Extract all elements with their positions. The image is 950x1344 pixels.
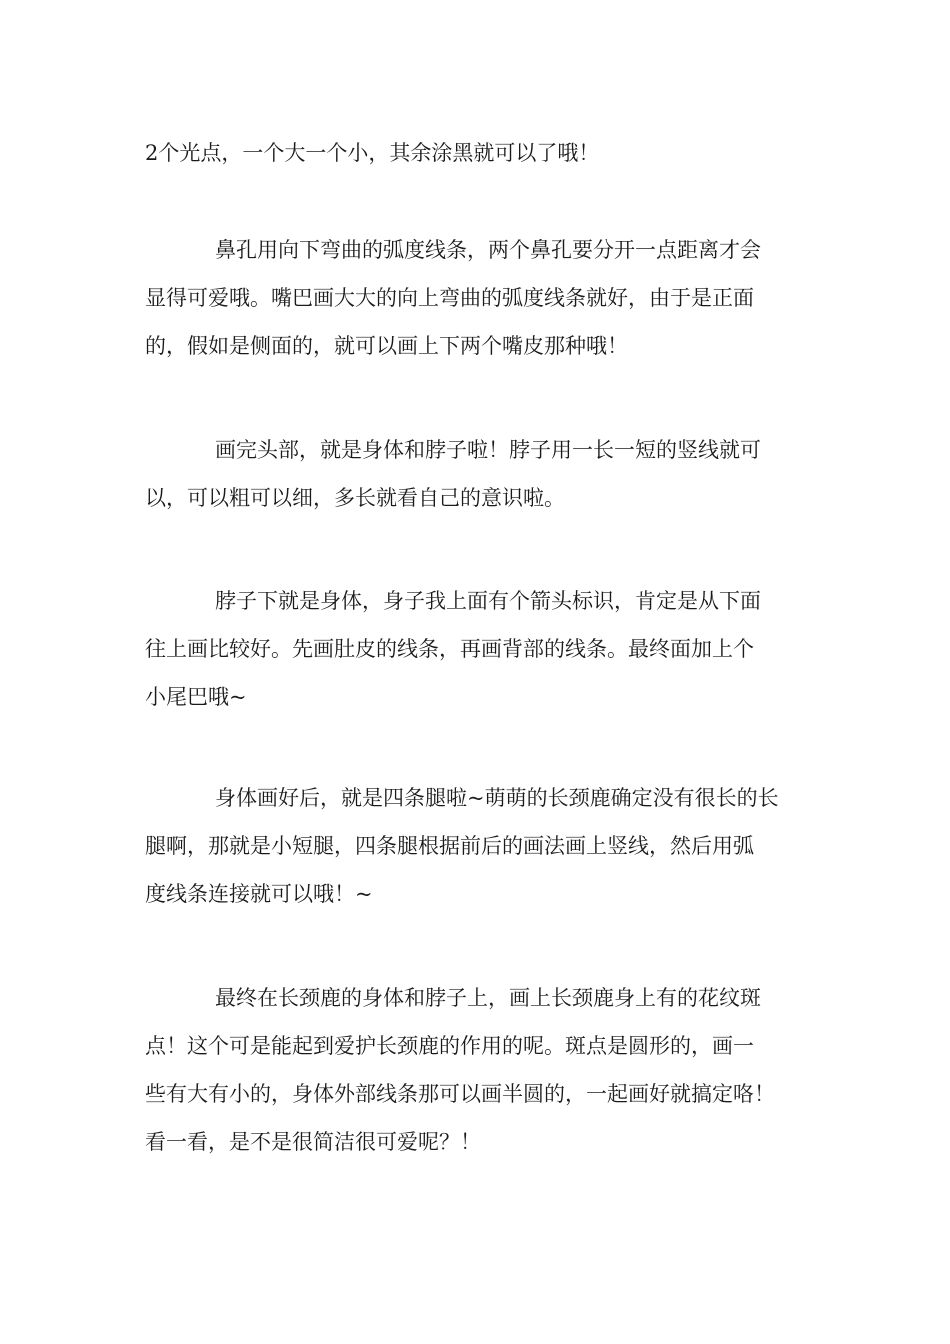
paragraph-line: 度线条连接就可以哦！~ [145,882,373,906]
paragraph-line: 往上画比较好。先画肚皮的线条，再画背部的线条。最终面加上个 [145,637,754,661]
paragraph-1 [145,129,807,177]
paragraph-6 [145,974,807,1166]
paragraph-line: 点！这个可是能起到爱护长颈鹿的作用的呢。斑点是圆形的，画一 [145,1034,754,1058]
paragraph-line: 脖子下就是身体，身子我上面有个箭头标识，肯定是从下面 [215,589,761,613]
paragraph-line: 小尾巴哦~ [145,685,247,709]
paragraph-4 [145,577,807,721]
paragraph-line: 2个光点，一个大一个小，其余涂黑就可以了哦！ [145,141,600,165]
paragraph-line: 最终在长颈鹿的身体和脖子上，画上长颈鹿身上有的花纹斑 [215,986,761,1010]
paragraph-line: 画完头部，就是身体和脖子啦！脖子用一长一短的竖线就可 [215,438,761,462]
paragraph-3 [145,426,807,522]
paragraph-line: 看一看，是不是很简洁很可爱呢？！ [145,1130,481,1154]
paragraph-line: 些有大有小的，身体外部线条那可以画半圆的，一起画好就搞定咯！ [145,1082,775,1106]
paragraph-line: 显得可爱哦。嘴巴画大大的向上弯曲的弧度线条就好，由于是正面 [145,286,754,310]
paragraph-5 [145,774,807,918]
paragraph-line: 的，假如是侧面的，就可以画上下两个嘴皮那种哦！ [145,334,628,358]
paragraph-line: 以，可以粗可以细，多长就看自己的意识啦。 [145,486,565,510]
paragraph-2 [145,226,807,370]
paragraph-line: 腿啊，那就是小短腿，四条腿根据前后的画法画上竖线，然后用弧 [145,834,754,858]
paragraph-line: 身体画好后，就是四条腿啦~萌萌的长颈鹿确定没有很长的长 [215,786,779,810]
paragraph-line: 鼻孔用向下弯曲的弧度线条，两个鼻孔要分开一点距离才会 [215,238,761,262]
